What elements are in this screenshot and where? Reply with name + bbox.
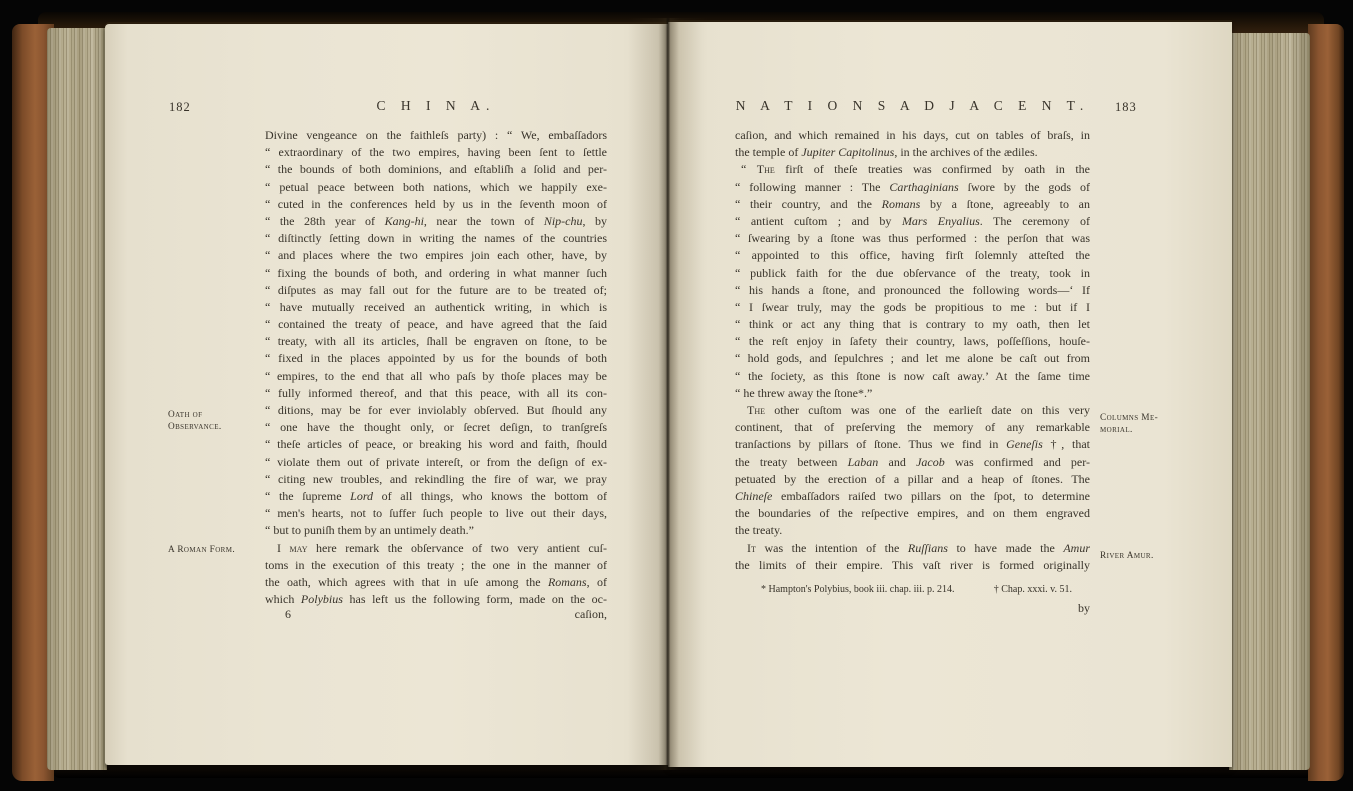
- footnotes: [735, 584, 1090, 595]
- text-line: “ diſtinctly ſetting down in writing the names of the countries: [265, 231, 607, 246]
- margin-note: Columns Me- morial.: [1100, 413, 1159, 435]
- text-line: toms in the execution of this treaty ; the one in the manner of: [265, 557, 607, 572]
- text-line: caſion, and which remained in his days, cut on tables of braſs, in: [735, 128, 1090, 142]
- text-line: “ violate them out of private intereſt, or from the deſign of ex-: [265, 454, 607, 469]
- page-left: [105, 24, 668, 765]
- page-body-right: [735, 127, 1090, 574]
- text-line: “ their country, and the Romans by a ſtone, agreeably to an: [735, 196, 1090, 211]
- text-line: “ petual peace between both nations, which we happily exe-: [265, 179, 607, 194]
- leather-cover-right: [1308, 24, 1344, 781]
- text-line: “ hold gods, and ſepulchres ; and let me alone be caſt out from: [735, 351, 1090, 366]
- text-line: It was the intention of the Ruſſians to have made the Amur: [747, 540, 1090, 555]
- text-line: “ appointed to this office, having firſt ſolemnly atteſted the: [735, 248, 1090, 263]
- text-line: “ I ſwear truly, may the gods be propitious to me : but if I: [735, 299, 1090, 314]
- text-line: Divine vengeance on the faithleſs party) : “ We, embaſſadors: [265, 128, 607, 142]
- text-line: “ one have the thought only, or ſecret deſign, to tranſgreſs: [265, 420, 607, 435]
- text-line: “ the bounds of both dominions, and eſtabliſh a ſolid and per-: [265, 162, 607, 177]
- text-line: “ theſe articles of peace, or breaking his word and faith, ſhould: [265, 437, 607, 452]
- text-line: “ have mutually received an authentick writing, in which is: [265, 299, 607, 314]
- direction-line-left: [265, 607, 607, 622]
- text-line: “ the ſupreme Lord of all things, who knows the bottom of: [265, 488, 607, 503]
- margin-note: Oath of Observance.: [168, 410, 222, 432]
- text-line: petuated by the erection of a pillar and a heap of ſtones. The: [735, 471, 1090, 486]
- text-line: “ ditions, may be for ever inviolably obſerved. But ſhould any: [265, 403, 607, 417]
- text-line: continent, that of preſerving the memory of any remarkable: [735, 420, 1090, 435]
- text-line: “ publick faith for the due obſervance of the treaty, took in: [735, 265, 1090, 280]
- text-line: “ empires, to the end that all who paſs by thoſe places may be: [265, 368, 607, 383]
- page-number-left: 182: [169, 100, 191, 114]
- page-body-left: [265, 127, 607, 608]
- text-line: “ men's hearts, not to ſuffer ſuch people to live out their days,: [265, 506, 607, 521]
- text-line: “ The firſt of theſe treaties was confirmed by oath in the: [735, 162, 1090, 177]
- text-line: “ fully informed thereof, and that this peace, with all its con-: [265, 385, 607, 400]
- text-line: I may here remark the obſervance of two very antient cuſ-: [265, 540, 607, 555]
- text-line: the temple of Jupiter Capitolinus, in the archives of the ædiles.: [735, 145, 1038, 160]
- text-line: “ extraordinary of the two empires, having been ſent to ſettle: [265, 145, 607, 160]
- text-line: “ but to puniſh them by an untimely death.”: [265, 523, 474, 538]
- text-line: “ treaty, with all its articles, ſhall be engraven on ſtone, to be: [265, 334, 607, 349]
- text-line: the boundaries of the reſpective empires, and on them engraved: [735, 506, 1090, 521]
- text-line: “ think or act any thing that is contrary to my oath, then let: [735, 317, 1090, 332]
- footnote-asterisk: * Hampton's Polybius, book iii. chap. iii. p. 214.: [761, 584, 955, 595]
- text-line: “ the reſt enjoy in ſafety their country, laws, poſſeſſions, houſe-: [735, 334, 1090, 349]
- text-line: “ contained the treaty of peace, and have agreed that the ſaid: [265, 317, 607, 332]
- text-line: the limits of their empire. This vaſt river is formed originally: [735, 557, 1090, 572]
- text-line: “ ſwearing by a ſtone was thus performed : the perſon that was: [735, 231, 1090, 246]
- text-line: “ he threw away the ſtone*.”: [735, 385, 873, 400]
- text-line: “ fixed in the places appointed by us for the bounds of both: [265, 351, 607, 366]
- text-line: “ his hands a ſtone, and pronounced the following words—‘ If: [735, 282, 1090, 297]
- running-title-left: C H I N A.: [376, 98, 496, 113]
- text-line: the treaty.: [735, 523, 783, 538]
- text-line: The other cuſtom was one of the earlieſt date on this very: [747, 403, 1090, 417]
- catchword-right: by: [1078, 601, 1090, 615]
- margin-note: River Amur.: [1100, 551, 1154, 561]
- page-number-right: 183: [1115, 100, 1137, 114]
- text-line: “ following manner : The Carthaginians ſwore by the gods of: [735, 179, 1090, 194]
- text-line: “ and places where the two empires join each other, have, by: [265, 248, 607, 263]
- page-fore-edge-right: [1229, 33, 1310, 770]
- margin-note: A Roman Form.: [168, 545, 236, 555]
- text-line: “ cuted in the conferences held by us in the ſeventh moon of: [265, 196, 607, 211]
- text-line: “ citing new troubles, and rekindling the fire of war, we pray: [265, 471, 607, 486]
- page-fore-edge-left: [47, 28, 107, 770]
- text-line: “ diſputes as may fall out for the future are to be treated of;: [265, 282, 607, 297]
- catchword-left: caſion,: [574, 607, 607, 621]
- page-right: [668, 22, 1232, 767]
- running-title-right: N A T I O N S A D J A C E N T.: [735, 98, 1090, 113]
- text-line: “ antient cuſtom ; and by Mars Enyalius. The ceremony of: [735, 213, 1090, 228]
- text-line: the treaty between Laban and Jacob was confirmed and per-: [735, 454, 1090, 469]
- text-line: tranſactions by pillars of ſtone. Thus we find in Geneſis †, that: [735, 437, 1090, 452]
- text-line: “ the 28th year of Kang-hi, near the town of Nip-chu, by: [265, 213, 607, 228]
- text-line: the oath, which agrees with that in uſe among the Romans, of: [265, 574, 607, 589]
- footnote-dagger: † Chap. xxxi. v. 51.: [993, 584, 1072, 595]
- signature-mark: 6: [285, 607, 291, 621]
- text-line: “ the ſociety, as this ſtone is now caſt away.’ At the ſame time: [735, 368, 1090, 383]
- direction-line-right: [735, 601, 1090, 616]
- text-line: Chineſe embaſſadors raiſed two pillars on the ſpot, to determine: [735, 488, 1090, 503]
- text-line: “ fixing the bounds of both, and ordering in what manner ſuch: [265, 265, 607, 280]
- text-line: which Polybius has left us the following form, made on the oc-: [265, 592, 607, 607]
